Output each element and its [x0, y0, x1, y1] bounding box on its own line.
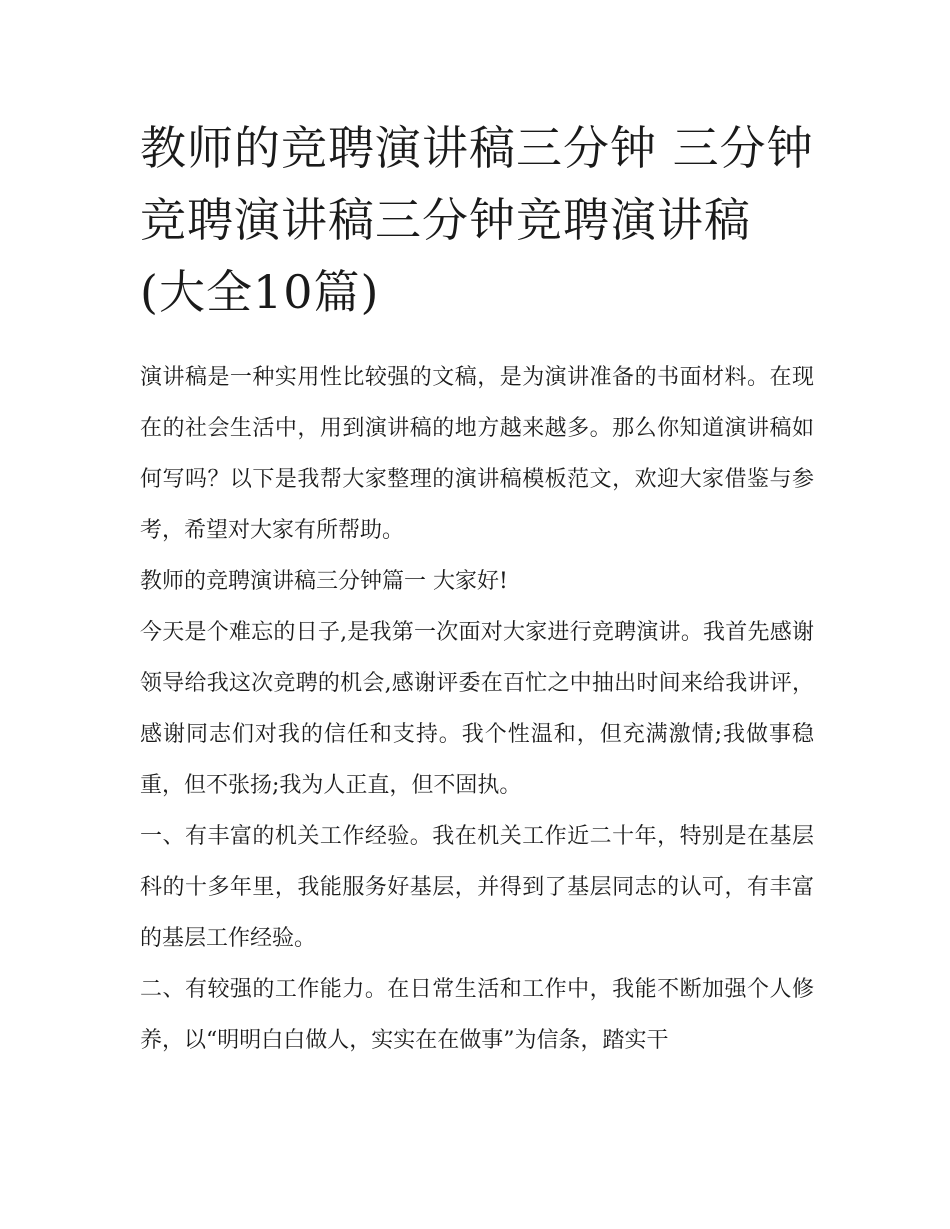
- paragraph-point-one: 一、有丰富的机关工作经验。我在机关工作近二十年，特别是在基层科的十多年里，我能服务好基层，并得到了基层同志的认可，有丰富的基层工作经验。: [140, 824, 814, 951]
- paragraph-section-heading: 教师的竞聘演讲稿三分钟篇一 大家好!: [140, 569, 508, 594]
- document-content: [140, 112, 814, 1066]
- paragraph-intro: 演讲稿是一种实用性比较强的文稿，是为演讲准备的书面材料。在现在的社会生活中，用到演讲稿的地方越来越多。那么你知道演讲稿如何写吗？以下是我帮大家整理的演讲稿模板范文，欢迎大家借鉴与参考，希望对大家有所帮助。: [140, 365, 814, 543]
- paragraph-point-two: 二、有较强的工作能力。在日常生活和工作中，我能不断加强个人修养，以“明明白白做人，实实在在做事”为信条，踏实干: [140, 977, 814, 1053]
- document-title: 教师的竞聘演讲稿三分钟 三分钟竞聘演讲稿三分钟竞聘演讲稿(大全10篇): [140, 121, 814, 319]
- paragraph-opening: 今天是个难忘的日子,是我第一次面对大家进行竞聘演讲。我首先感谢领导给我这次竞聘的机会,感谢评委在百忙之中抽出时间来给我讲评，感谢同志们对我的信任和支持。我个性温和，但充满激情;我做事稳重，但不张扬;我为人正直，但不固执。: [140, 620, 814, 798]
